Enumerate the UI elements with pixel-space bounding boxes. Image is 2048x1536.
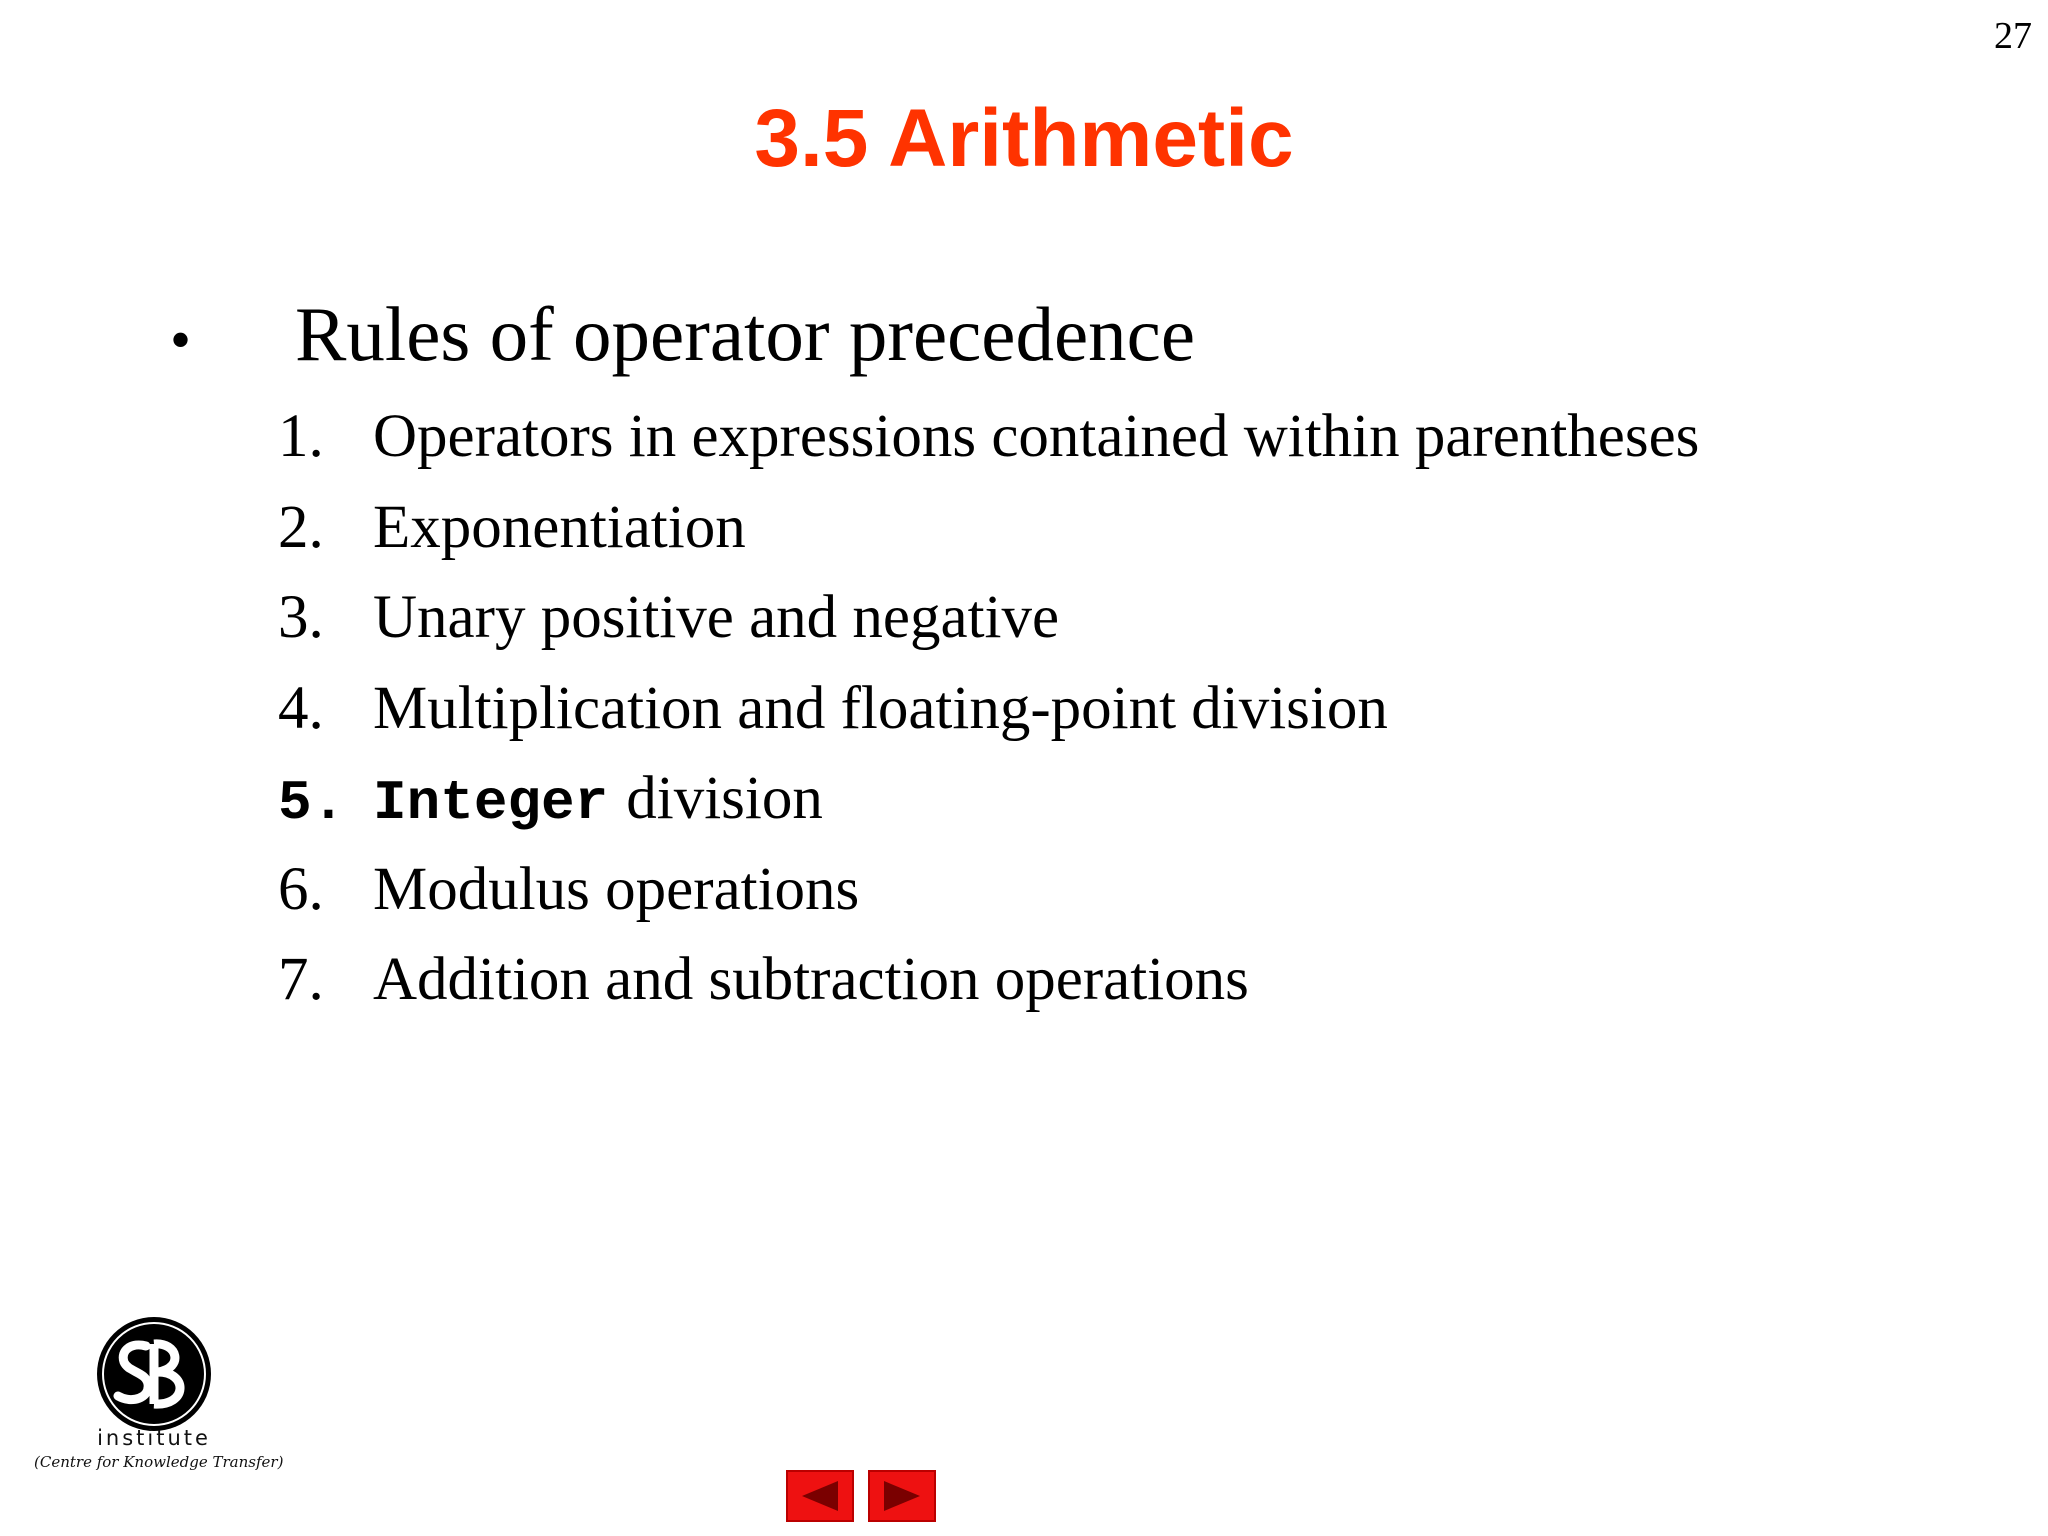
list-item-number: 5. <box>278 771 346 835</box>
triangle-left-icon <box>798 1479 842 1513</box>
list-item-number: 4. <box>278 674 324 742</box>
list-item-number: 1. <box>278 403 324 470</box>
list-item-text: Unary positive and negative <box>373 584 1060 651</box>
bullet-text: Rules of operator precedence <box>295 291 1196 377</box>
list-item-code: Integer <box>373 771 609 835</box>
logo-tagline: (Centre for Knowledge Transfer) <box>34 1453 284 1471</box>
list-item-text: Addition and subtraction operations <box>373 946 1249 1013</box>
list-item-text: Multiplication and floating-point division <box>373 674 1388 742</box>
list-item <box>278 855 1699 946</box>
bullet-icon: • <box>170 307 192 373</box>
next-slide-button[interactable] <box>868 1470 936 1522</box>
list-item <box>278 402 1699 493</box>
list-item <box>278 583 1699 674</box>
page-number: 27 <box>1994 15 2032 57</box>
bullet-item <box>170 290 1195 379</box>
slide-navigation <box>786 1470 936 1522</box>
triangle-right-icon <box>880 1479 924 1513</box>
list-item <box>278 674 1699 765</box>
list-item <box>278 945 1699 1036</box>
list-item-text: division <box>626 765 823 832</box>
sb-logo-icon <box>96 1316 212 1432</box>
list-item <box>278 764 1699 855</box>
list-item <box>278 493 1699 584</box>
list-item-number: 2. <box>278 493 324 561</box>
list-item-number: 6. <box>278 855 324 923</box>
slide-title: 3.5 Arithmetic <box>754 93 1294 184</box>
institute-logo <box>34 1316 284 1476</box>
list-item-text: Modulus operations <box>373 855 860 923</box>
list-item-text: Operators in expressions contained within parentheses <box>373 403 1700 470</box>
logo-name: institute <box>97 1426 211 1450</box>
list-item-text: Exponentiation <box>373 493 746 561</box>
precedence-list <box>278 402 1699 1036</box>
list-item-number: 3. <box>278 584 324 651</box>
previous-slide-button[interactable] <box>786 1470 854 1522</box>
list-item-number: 7. <box>278 946 324 1013</box>
